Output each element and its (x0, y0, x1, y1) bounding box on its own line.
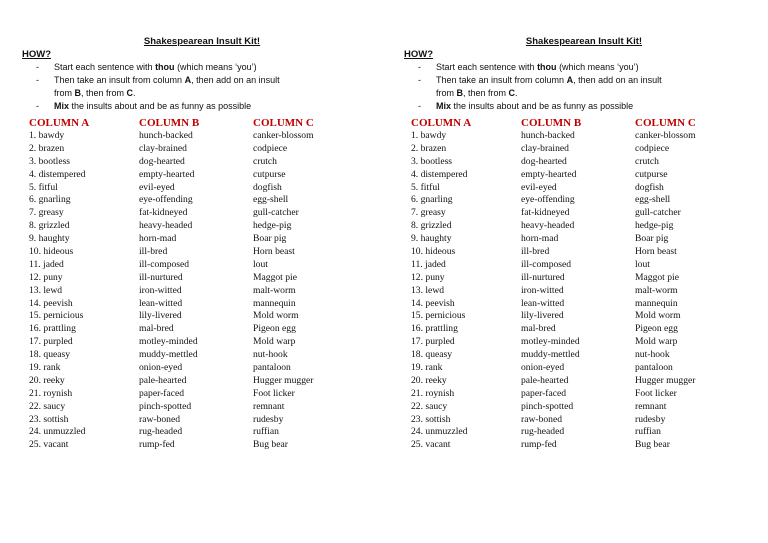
column-a-item: 23. sottish (411, 413, 451, 425)
column-c-item: gull-catcher (253, 207, 299, 219)
kit-title: Shakespearean Insult Kit! (525, 36, 643, 47)
column-a-item: 24. unmuzzled (29, 426, 86, 438)
column-a-item: 15. pernicious (29, 310, 84, 322)
column-c-item: Mold warp (253, 336, 296, 348)
column-a-item: 25. vacant (411, 439, 451, 451)
column-a-item: 12. puny (29, 271, 63, 283)
kit-title: Shakespearean Insult Kit! (143, 36, 261, 47)
column-a-item: 6. gnarling (411, 194, 453, 206)
column-a-item: 19. rank (411, 362, 443, 374)
column-b-item: horn-mad (139, 233, 177, 245)
column-a-item: 22. saucy (411, 400, 448, 412)
column-a-item: 20. reeky (411, 374, 447, 386)
column-b-item: raw-boned (521, 413, 563, 425)
column-c-item: Horn beast (253, 246, 295, 258)
column-b-item: ill-bred (521, 246, 550, 258)
column-c-item: Pigeon egg (253, 323, 296, 335)
column-b-item: raw-boned (139, 413, 181, 425)
column-a-header: COLUMN A (411, 117, 472, 129)
column-b-item: fat-kidneyed (521, 207, 570, 219)
column-c-item: Mold worm (635, 310, 681, 322)
column-c-item: egg-shell (253, 194, 289, 206)
column-b-item: evil-eyed (521, 181, 557, 193)
column-b-item: paper-faced (139, 387, 185, 399)
column-a-item: 9. haughty (29, 233, 70, 245)
column-c-item: Bug bear (635, 439, 670, 451)
column-a-item: 6. gnarling (29, 194, 71, 206)
column-b-item: evil-eyed (139, 181, 175, 193)
column-c-item: Hugger mugger (635, 374, 696, 386)
how-heading: HOW? (404, 49, 434, 60)
column-b-item: motley-minded (139, 336, 198, 348)
column-a-item: 25. vacant (29, 439, 69, 451)
column-a-item: 1. bawdy (29, 130, 65, 141)
column-a-item: 18. queasy (29, 349, 71, 361)
column-c-item: hedge-pig (635, 220, 674, 232)
column-c-item: Mold warp (635, 336, 678, 348)
column-b-item: rump-fed (521, 439, 557, 451)
column-c-item: codpiece (635, 142, 670, 154)
column-b-item: horn-mad (521, 233, 559, 245)
column-b-item: heavy-headed (521, 220, 575, 232)
column-c-item: Maggot pie (253, 271, 297, 283)
column-a-item: 12. puny (411, 271, 445, 283)
column-a (411, 117, 521, 452)
column-b-item: hunch-backed (521, 130, 575, 141)
column-c-item: remnant (635, 400, 667, 412)
column-a-item: 20. reeky (29, 374, 65, 386)
column-a-item: 17. purpled (411, 336, 455, 348)
column-a-item: 21. roynish (411, 387, 455, 399)
column-a-item: 14. peevish (411, 297, 455, 309)
column-c-item: mannequin (635, 297, 678, 309)
column-a-item: 13. lewd (29, 284, 63, 296)
column-c-item: Maggot pie (635, 271, 679, 283)
column-c-item: ruffian (635, 426, 661, 438)
column-b-item: ill-composed (139, 258, 190, 270)
column-b-item: ill-nurtured (139, 271, 183, 283)
column-c-item: lout (253, 258, 268, 270)
column-c-header: COLUMN C (635, 117, 696, 129)
column-c-item: crutch (253, 155, 277, 167)
column-c-item: gull-catcher (635, 207, 681, 219)
column-c-item: hedge-pig (253, 220, 292, 232)
column-b-item: clay-brained (521, 142, 569, 154)
column-c-item: dogfish (253, 181, 282, 193)
column-b-item: rug-headed (521, 426, 565, 438)
column-a-item: 16. prattling (411, 323, 458, 335)
column-c-item: cutpurse (253, 168, 286, 180)
column-c-item: nut-hook (253, 349, 288, 361)
column-b-item: heavy-headed (139, 220, 193, 232)
column-a-item: 10. hideous (411, 246, 456, 258)
column-b-item: lily-livered (139, 310, 182, 322)
column-b-item: dog-hearted (139, 155, 185, 167)
column-c-item: canker-blossom (253, 130, 314, 141)
column-a-item: 10. hideous (29, 246, 74, 258)
column-a-item: 23. sottish (29, 413, 69, 425)
column-b-header: COLUMN B (139, 117, 200, 129)
insult-kit-panel-left (22, 36, 382, 451)
instruction-step-continued: from B, then from C. (436, 88, 518, 98)
column-a-item: 19. rank (29, 362, 61, 374)
column-a-item: 15. pernicious (411, 310, 466, 322)
column-b-item: paper-faced (521, 387, 567, 399)
column-b-item: pinch-spotted (139, 400, 192, 412)
column-a-item: 24. unmuzzled (411, 426, 468, 438)
column-c-item: rudesby (635, 413, 666, 425)
column-a-item: 11. jaded (411, 258, 446, 270)
column-b-item: mal-bred (521, 323, 556, 335)
column-a-header: COLUMN A (29, 117, 90, 129)
column-a-item: 2. brazen (29, 142, 65, 154)
column-b (139, 117, 253, 452)
column-a (29, 117, 139, 452)
column-a-item: 14. peevish (29, 297, 73, 309)
column-c-item: dogfish (635, 181, 664, 193)
column-c-item: Hugger mugger (253, 374, 314, 386)
column-b-item: eye-offending (139, 194, 193, 206)
column-b-item: hunch-backed (139, 130, 193, 141)
column-c-item: mannequin (253, 297, 296, 309)
column-b (521, 117, 635, 452)
column-c-item: rudesby (253, 413, 284, 425)
column-a-item: 17. purpled (29, 336, 73, 348)
column-a-item: 11. jaded (29, 258, 64, 270)
column-a-item: 4. distempered (29, 168, 86, 180)
column-c-item: Foot licker (253, 387, 295, 399)
column-b-item: onion-eyed (139, 362, 183, 374)
column-b-item: onion-eyed (521, 362, 565, 374)
column-b-item: muddy-mettled (521, 349, 580, 361)
column-b-item: pale-hearted (139, 374, 187, 386)
column-a-item: 22. saucy (29, 400, 66, 412)
column-b-item: clay-brained (139, 142, 187, 154)
instruction-step: - Then take an insult from column A, then add on an insult (36, 75, 280, 85)
column-b-item: mal-bred (139, 323, 174, 335)
column-c-item: malt-worm (635, 284, 678, 296)
column-c-header: COLUMN C (253, 117, 314, 129)
column-a-item: 8. grizzled (411, 220, 452, 232)
column-c-item: nut-hook (635, 349, 670, 361)
column-b-item: pinch-spotted (521, 400, 574, 412)
column-a-item: 9. haughty (411, 233, 452, 245)
column-b-item: ill-nurtured (521, 271, 565, 283)
column-c (253, 117, 373, 452)
column-b-item: ill-bred (139, 246, 168, 258)
how-heading: HOW? (22, 49, 52, 60)
column-a-item: 16. prattling (29, 323, 76, 335)
column-b-item: rump-fed (139, 439, 175, 451)
column-c-item: pantaloon (635, 362, 673, 374)
column-b-item: iron-witted (139, 284, 182, 296)
column-c-item: canker-blossom (635, 130, 696, 141)
column-c (635, 117, 755, 452)
instruction-step: - Mix the insults about and be as funny as possible (418, 101, 634, 111)
column-a-item: 18. queasy (411, 349, 453, 361)
column-a-item: 5. fitful (411, 181, 440, 193)
instruction-step: - Start each sentence with thou (which means ‘you’) (36, 62, 257, 72)
column-b-item: iron-witted (521, 284, 564, 296)
column-c-item: Horn beast (635, 246, 677, 258)
column-b-item: pale-hearted (521, 374, 569, 386)
insult-kit-panel-right (404, 36, 764, 451)
column-a-item: 7. greasy (29, 207, 64, 219)
column-b-item: eye-offending (521, 194, 575, 206)
column-b-header: COLUMN B (521, 117, 582, 129)
column-b-item: rug-headed (139, 426, 183, 438)
column-c-item: Foot licker (635, 387, 677, 399)
column-c-item: lout (635, 258, 650, 270)
column-b-item: muddy-mettled (139, 349, 198, 361)
column-b-item: motley-minded (521, 336, 580, 348)
column-c-item: Boar pig (635, 233, 669, 245)
column-a-item: 7. greasy (411, 207, 446, 219)
column-a-item: 1. bawdy (411, 130, 447, 141)
column-c-item: egg-shell (635, 194, 671, 206)
column-b-item: empty-hearted (139, 168, 195, 180)
column-c-item: remnant (253, 400, 285, 412)
column-c-item: ruffian (253, 426, 279, 438)
column-c-item: pantaloon (253, 362, 291, 374)
column-c-item: Mold worm (253, 310, 299, 322)
column-a-item: 3. bootless (29, 155, 71, 167)
column-b-item: lean-witted (139, 297, 183, 309)
column-b-item: lean-witted (521, 297, 565, 309)
instruction-step: - Mix the insults about and be as funny as possible (36, 101, 252, 111)
instructions-list (22, 61, 382, 113)
column-a-item: 13. lewd (411, 284, 445, 296)
column-b-item: dog-hearted (521, 155, 567, 167)
instruction-step: - Start each sentence with thou (which means ‘you’) (418, 62, 639, 72)
column-a-item: 2. brazen (411, 142, 447, 154)
column-c-item: codpiece (253, 142, 288, 154)
instruction-step: - Then take an insult from column A, then add on an insult (418, 75, 662, 85)
column-b-item: empty-hearted (521, 168, 577, 180)
column-a-item: 8. grizzled (29, 220, 70, 232)
column-b-item: lily-livered (521, 310, 564, 322)
column-b-item: ill-composed (521, 258, 572, 270)
column-c-item: malt-worm (253, 284, 296, 296)
instruction-step-continued: from B, then from C. (54, 88, 136, 98)
column-a-item: 4. distempered (411, 168, 468, 180)
column-c-item: Pigeon egg (635, 323, 678, 335)
column-c-item: crutch (635, 155, 659, 167)
instructions-list (404, 61, 764, 113)
column-b-item: fat-kidneyed (139, 207, 188, 219)
column-a-item: 21. roynish (29, 387, 73, 399)
column-a-item: 3. bootless (411, 155, 453, 167)
column-c-item: cutpurse (635, 168, 668, 180)
column-a-item: 5. fitful (29, 181, 58, 193)
column-c-item: Boar pig (253, 233, 287, 245)
column-c-item: Bug bear (253, 439, 288, 451)
